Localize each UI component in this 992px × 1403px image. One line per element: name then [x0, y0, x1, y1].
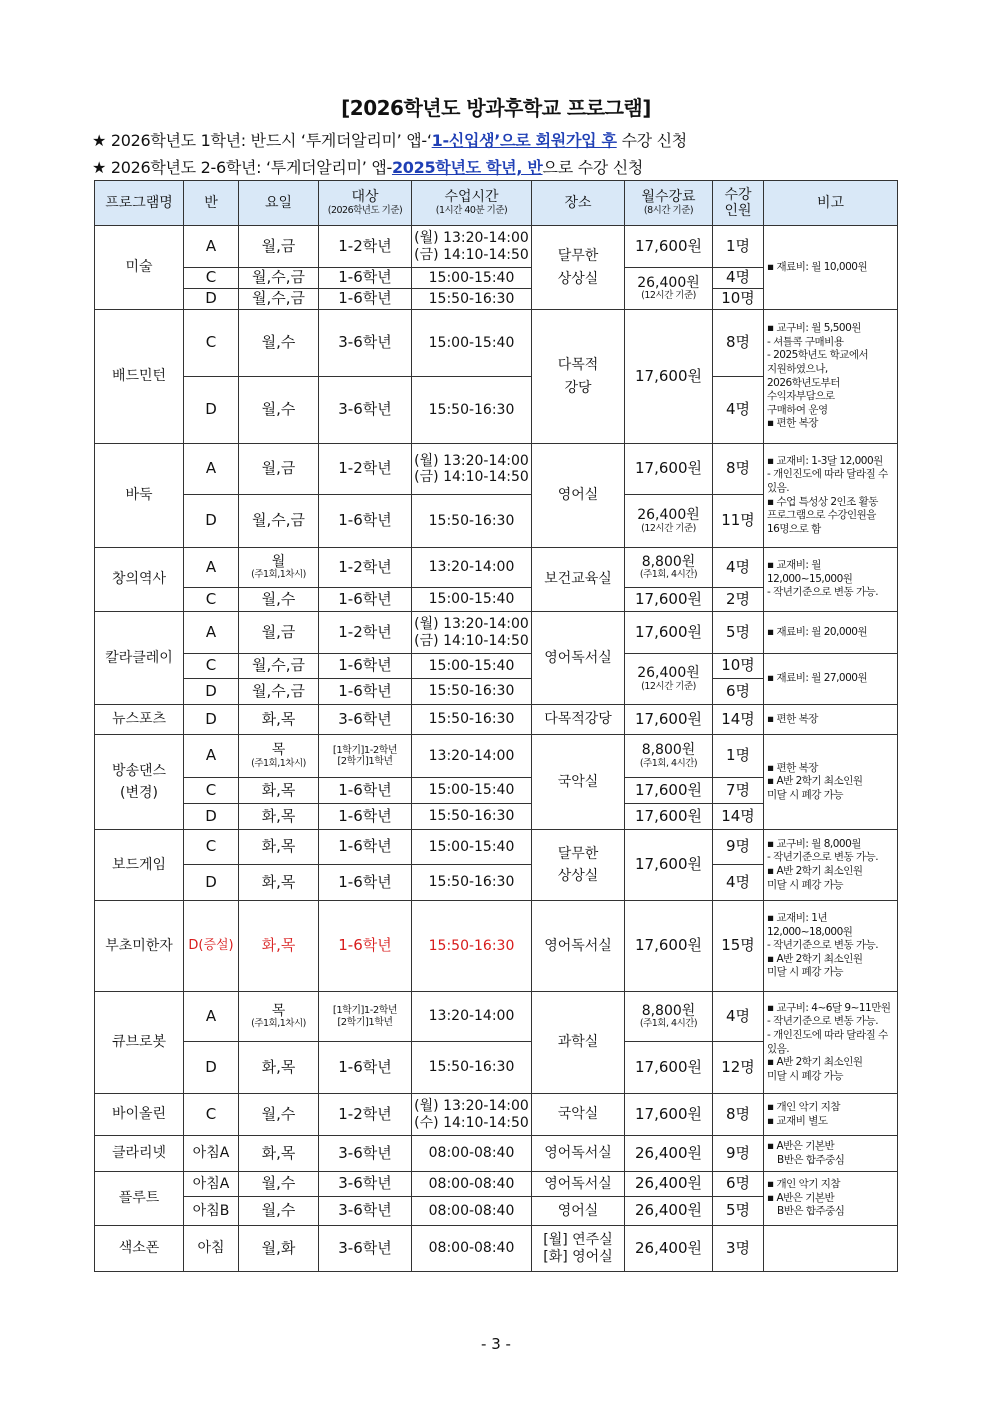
capacity-cell: 6명 [713, 1172, 764, 1197]
table-row [95, 310, 898, 377]
capacity-cell: 10명 [713, 654, 764, 679]
time-cell: 15:50-16:30 [412, 901, 532, 992]
time-cell: 08:00-08:40 [412, 1197, 532, 1226]
day-cell: 월,금 [239, 226, 319, 268]
time-cell: 08:00-08:40 [412, 1226, 532, 1272]
capacity-cell: 2명 [713, 588, 764, 612]
notice-grade2-6 [92, 155, 643, 178]
day-cell: 월,화 [239, 1226, 319, 1272]
program-name: 큐브로봇 [95, 992, 184, 1094]
time-cell: 15:50-16:30 [412, 1042, 532, 1094]
time-cell: 15:00-15:40 [412, 654, 532, 679]
header-program: 프로그램명 [95, 181, 184, 226]
capacity-cell: 6명 [713, 679, 764, 705]
target-cell: 3-6학년 [319, 310, 412, 377]
table-row [95, 1226, 898, 1272]
class-cell: C [184, 310, 239, 377]
program-name: 바이올린 [95, 1094, 184, 1136]
capacity-cell: 9명 [713, 1136, 764, 1172]
target-cell: 1-2학년 [319, 226, 412, 268]
place-cell: 영어독서실 [532, 901, 625, 992]
note-cell: ▪ 개인 악기 지참 ▪ A반은 기본반 B반은 합주중심 [764, 1172, 898, 1226]
class-cell: A [184, 548, 239, 588]
capacity-cell: 14명 [713, 804, 764, 830]
time-cell: 08:00-08:40 [412, 1172, 532, 1197]
capacity-cell: 4명 [713, 268, 764, 289]
program-name: 창의역사 [95, 548, 184, 612]
capacity-cell: 8명 [713, 444, 764, 495]
target-cell: 1-6학년 [319, 268, 412, 289]
time-cell: (월) 13:20-14:00 (금) 14:10-14:50 [412, 444, 532, 495]
program-name: 칼라클레이 [95, 612, 184, 705]
class-cell: A [184, 612, 239, 654]
day-cell: 월,수 [239, 310, 319, 377]
fee-cell: 17,600원 [625, 310, 713, 444]
capacity-cell: 3명 [713, 1226, 764, 1272]
capacity-cell: 12명 [713, 1042, 764, 1094]
header-time: 수업시간 (1시간 40분 기준) [412, 181, 532, 226]
day-cell: 화,목 [239, 705, 319, 735]
day-cell: 월,수,금 [239, 268, 319, 289]
capacity-cell: 15명 [713, 901, 764, 992]
fee-cell: 17,600원 [625, 901, 713, 992]
time-cell: (월) 13:20-14:00 (금) 14:10-14:50 [412, 226, 532, 268]
fee-cell: 17,600원 [625, 1094, 713, 1136]
note-cell: ▪ 편한 복장 [764, 705, 898, 735]
fee-cell: 8,800원 (주1회, 4시간) [625, 548, 713, 588]
fee-cell: 17,600원 [625, 778, 713, 804]
time-cell: 15:00-15:40 [412, 778, 532, 804]
note-cell: ▪ 교재비: 월 12,000~15,000원 - 작년기준으로 변동 가능. [764, 548, 898, 612]
fee-cell: 26,400원 (12시간 기준) [625, 654, 713, 705]
note-cell [764, 1226, 898, 1272]
day-cell: 월,금 [239, 612, 319, 654]
day-cell: 화,목 [239, 1042, 319, 1094]
target-cell: 1-2학년 [319, 444, 412, 495]
fee-cell: 26,400원 [625, 1136, 713, 1172]
target-cell: 3-6학년 [319, 1136, 412, 1172]
class-cell: D [184, 865, 239, 901]
day-cell: 목 (주1회,1차시) [239, 992, 319, 1042]
fee-cell: 17,600원 [625, 1042, 713, 1094]
class-cell: D [184, 495, 239, 548]
day-cell: 화,목 [239, 830, 319, 865]
fee-cell: 26,400원 (12시간 기준) [625, 495, 713, 548]
target-cell: 1-6학년 [319, 495, 412, 548]
table-row [95, 735, 898, 778]
class-cell: C [184, 588, 239, 612]
target-cell: 1-6학년 [319, 901, 412, 992]
time-cell: (월) 13:20-14:00 (수) 14:10-14:50 [412, 1094, 532, 1136]
table-row [95, 1136, 898, 1172]
capacity-cell: 1명 [713, 735, 764, 778]
place-cell: 영어독서실 [532, 612, 625, 705]
program-name: 바둑 [95, 444, 184, 548]
fee-cell: 26,400원 [625, 1197, 713, 1226]
fee-cell: 8,800원 (주1회, 4시간) [625, 735, 713, 778]
target-cell: 1-2학년 [319, 1094, 412, 1136]
fee-cell: 17,600원 [625, 444, 713, 495]
table-row [95, 1172, 898, 1197]
note-cell: ▪ 교구비: 월 5,500원 - 셔틀콕 구매비용 - 2025학년도 학교에서 지원하였으나, 2026학년도부터 수익자부담으로 구매하여 운영 ▪ 편한 복장 [764, 310, 898, 444]
note-cell: ▪ 교재비: 1년 12,000~18,000원 - 작년기준으로 변동 가능. ▪ A반 2학기 최소인원 미달 시 폐강 가능 [764, 901, 898, 992]
header-note: 비고 [764, 181, 898, 226]
day-cell: 월,수,금 [239, 289, 319, 310]
capacity-cell: 9명 [713, 830, 764, 865]
header-class: 반 [184, 181, 239, 226]
place-cell: 달무한 상상실 [532, 226, 625, 310]
day-cell: 월,수 [239, 1172, 319, 1197]
day-cell: 월,수 [239, 377, 319, 444]
fee-cell: 17,600원 [625, 612, 713, 654]
class-cell: C [184, 778, 239, 804]
place-cell: 보건교육실 [532, 548, 625, 612]
capacity-cell: 5명 [713, 1197, 764, 1226]
class-cell: D [184, 705, 239, 735]
time-cell: 15:50-16:30 [412, 377, 532, 444]
notice-grade1-highlight: 1-신입생’으로 회원가입 후 [431, 131, 617, 150]
target-cell: 3-6학년 [319, 377, 412, 444]
target-cell: 3-6학년 [319, 1172, 412, 1197]
note-cell: ▪ 재료비: 월 10,000원 [764, 226, 898, 310]
program-name: 클라리넷 [95, 1136, 184, 1172]
class-cell: D [184, 289, 239, 310]
fee-cell: 17,600원 [625, 226, 713, 268]
table-row [95, 548, 898, 588]
program-name: 뉴스포츠 [95, 705, 184, 735]
notice-grade1-prefix: ★ 2026학년도 1학년: 반드시 ‘투게더알리미’ 앱-‘ [92, 131, 432, 150]
fee-cell: 17,600원 [625, 830, 713, 901]
header-fee: 월수강료 (8시간 기준) [625, 181, 713, 226]
place-cell: 영어독서실 [532, 1172, 625, 1197]
class-cell: 아침A [184, 1172, 239, 1197]
class-cell: A [184, 226, 239, 268]
target-cell: 1-6학년 [319, 778, 412, 804]
place-cell: 다목적 강당 [532, 310, 625, 444]
day-cell: 화,목 [239, 901, 319, 992]
capacity-cell: 1명 [713, 226, 764, 268]
time-cell: 15:50-16:30 [412, 865, 532, 901]
class-cell: C [184, 654, 239, 679]
target-cell: 3-6학년 [319, 1197, 412, 1226]
time-cell: 15:50-16:30 [412, 804, 532, 830]
day-cell: 월,수,금 [239, 654, 319, 679]
page-title: [2026학년도 방과후학교 프로그램] [341, 96, 651, 120]
time-cell: 15:00-15:40 [412, 588, 532, 612]
day-cell: 월,수 [239, 1197, 319, 1226]
place-cell: [월] 연주실 [화] 영어실 [532, 1226, 625, 1272]
header-capacity: 수강 인원 [713, 181, 764, 226]
capacity-cell: 4명 [713, 377, 764, 444]
day-cell: 월,금 [239, 444, 319, 495]
day-cell: 화,목 [239, 804, 319, 830]
target-cell: 1-6학년 [319, 804, 412, 830]
notice-grade1 [92, 128, 687, 151]
day-cell: 화,목 [239, 778, 319, 804]
day-cell: 월,수,금 [239, 495, 319, 548]
time-cell: 15:50-16:30 [412, 679, 532, 705]
place-cell: 과학실 [532, 992, 625, 1094]
place-cell: 영어실 [532, 1197, 625, 1226]
time-cell: 13:20-14:00 [412, 548, 532, 588]
table-row [95, 654, 898, 679]
target-cell: 1-6학년 [319, 865, 412, 901]
day-cell: 목 (주1회,1차시) [239, 735, 319, 778]
fee-cell: 17,600원 [625, 804, 713, 830]
place-cell: 달무한 상상실 [532, 830, 625, 901]
fee-cell: 8,800원 (주1회, 4시간) [625, 992, 713, 1042]
target-cell: [1학기]1-2학년 [2학기]1학년 [319, 735, 412, 778]
capacity-cell: 4명 [713, 992, 764, 1042]
note-cell: ▪ 교구비: 월 8,000월 - 작년기준으로 변동 가능. ▪ A반 2학기 최소인원 미달 시 폐강 가능 [764, 830, 898, 901]
note-cell: ▪ 교구비: 4~6달 9~11만원 - 작년기준으로 변동 가능. - 개인진도에 따라 달라질 수 있음. ▪ A반 2학기 최소인원 미달 시 폐강 가능 [764, 992, 898, 1094]
time-cell: 15:00-15:40 [412, 268, 532, 289]
fee-cell: 26,400원 [625, 1226, 713, 1272]
time-cell: 08:00-08:40 [412, 1136, 532, 1172]
target-cell: 1-2학년 [319, 612, 412, 654]
place-cell: 국악실 [532, 735, 625, 830]
table-row [95, 612, 898, 654]
target-cell: 1-2학년 [319, 548, 412, 588]
program-name: 색소폰 [95, 1226, 184, 1272]
fee-cell: 26,400원 [625, 1172, 713, 1197]
table-row [95, 901, 898, 992]
table-row [95, 830, 898, 865]
place-cell: 영어실 [532, 444, 625, 548]
class-cell: D [184, 804, 239, 830]
table-row [95, 705, 898, 735]
class-cell: C [184, 830, 239, 865]
notice-grade2-6-suffix: 으로 수강 신청 [542, 158, 644, 177]
time-cell: 15:50-16:30 [412, 289, 532, 310]
target-cell: 1-6학년 [319, 830, 412, 865]
table-row [95, 444, 898, 495]
fee-cell: 26,400원 (12시간 기준) [625, 268, 713, 310]
capacity-cell: 8명 [713, 1094, 764, 1136]
program-name: 방송댄스 (변경) [95, 735, 184, 830]
place-cell: 영어독서실 [532, 1136, 625, 1172]
class-cell: 아침B [184, 1197, 239, 1226]
program-name: 미술 [95, 226, 184, 310]
target-cell: 1-6학년 [319, 289, 412, 310]
class-cell: 아침A [184, 1136, 239, 1172]
program-table [94, 180, 898, 1272]
time-cell: 15:00-15:40 [412, 310, 532, 377]
target-cell: [1학기]1-2학년 [2학기]1학년 [319, 992, 412, 1042]
program-name: 부초미한자 [95, 901, 184, 992]
table-header-row [95, 181, 898, 226]
place-cell: 국악실 [532, 1094, 625, 1136]
capacity-cell: 4명 [713, 865, 764, 901]
class-cell: A [184, 735, 239, 778]
target-cell: 1-6학년 [319, 679, 412, 705]
header-target: 대상 (2026학년도 기준) [319, 181, 412, 226]
class-cell: D [184, 1042, 239, 1094]
header-day: 요일 [239, 181, 319, 226]
note-cell: ▪ 재료비: 월 20,000원 [764, 612, 898, 654]
capacity-cell: 7명 [713, 778, 764, 804]
day-cell: 화,목 [239, 865, 319, 901]
program-name: 플루트 [95, 1172, 184, 1226]
fee-cell: 17,600원 [625, 588, 713, 612]
time-cell: (월) 13:20-14:00 (금) 14:10-14:50 [412, 612, 532, 654]
day-cell: 월 (주1회,1차시) [239, 548, 319, 588]
time-cell: 15:00-15:40 [412, 830, 532, 865]
class-cell: D(증설) [184, 901, 239, 992]
header-place: 장소 [532, 181, 625, 226]
class-cell: 아침 [184, 1226, 239, 1272]
capacity-cell: 10명 [713, 289, 764, 310]
note-cell: ▪ 교재비: 1-3달 12,000원 - 개인진도에 따라 달라질 수 있음. ▪ 수업 특성상 2인조 활동 프로그램으로 수강인원을 16명으로 함 [764, 444, 898, 548]
note-cell: ▪ 개인 악기 지참 ▪ 교재비 별도 [764, 1094, 898, 1136]
target-cell: 1-6학년 [319, 1042, 412, 1094]
class-cell: A [184, 992, 239, 1042]
time-cell: 13:20-14:00 [412, 735, 532, 778]
capacity-cell: 14명 [713, 705, 764, 735]
day-cell: 월,수,금 [239, 679, 319, 705]
target-cell: 1-6학년 [319, 654, 412, 679]
note-cell: ▪ A반은 기본반 B반은 합주중심 [764, 1136, 898, 1172]
place-cell: 다목적강당 [532, 705, 625, 735]
page-number: - 3 - [481, 1335, 511, 1353]
table-row [95, 226, 898, 268]
table-row [95, 992, 898, 1042]
day-cell: 화,목 [239, 1136, 319, 1172]
capacity-cell: 8명 [713, 310, 764, 377]
capacity-cell: 11명 [713, 495, 764, 548]
target-cell: 3-6학년 [319, 705, 412, 735]
time-cell: 15:50-16:30 [412, 495, 532, 548]
notice-grade2-6-highlight: 2025학년도 학년, 반 [391, 158, 543, 177]
class-cell: D [184, 377, 239, 444]
note-cell: ▪ 재료비: 월 27,000원 [764, 654, 898, 705]
program-name: 보드게임 [95, 830, 184, 901]
class-cell: A [184, 444, 239, 495]
class-cell: D [184, 679, 239, 705]
class-cell: C [184, 268, 239, 289]
capacity-cell: 4명 [713, 548, 764, 588]
target-cell: 3-6학년 [319, 1226, 412, 1272]
day-cell: 월,수 [239, 1094, 319, 1136]
time-cell: 13:20-14:00 [412, 992, 532, 1042]
capacity-cell: 5명 [713, 612, 764, 654]
table-row [95, 1094, 898, 1136]
day-cell: 월,수 [239, 588, 319, 612]
time-cell: 15:50-16:30 [412, 705, 532, 735]
note-cell: ▪ 편한 복장 ▪ A반 2학기 최소인원 미달 시 폐강 가능 [764, 735, 898, 830]
target-cell: 1-6학년 [319, 588, 412, 612]
fee-cell: 17,600원 [625, 705, 713, 735]
notice-grade1-suffix: 수강 신청 [616, 131, 687, 150]
notice-grade2-6-prefix: ★ 2026학년도 2-6학년: ‘투게더알리미’ 앱- [92, 158, 392, 177]
class-cell: C [184, 1094, 239, 1136]
program-name: 배드민턴 [95, 310, 184, 444]
